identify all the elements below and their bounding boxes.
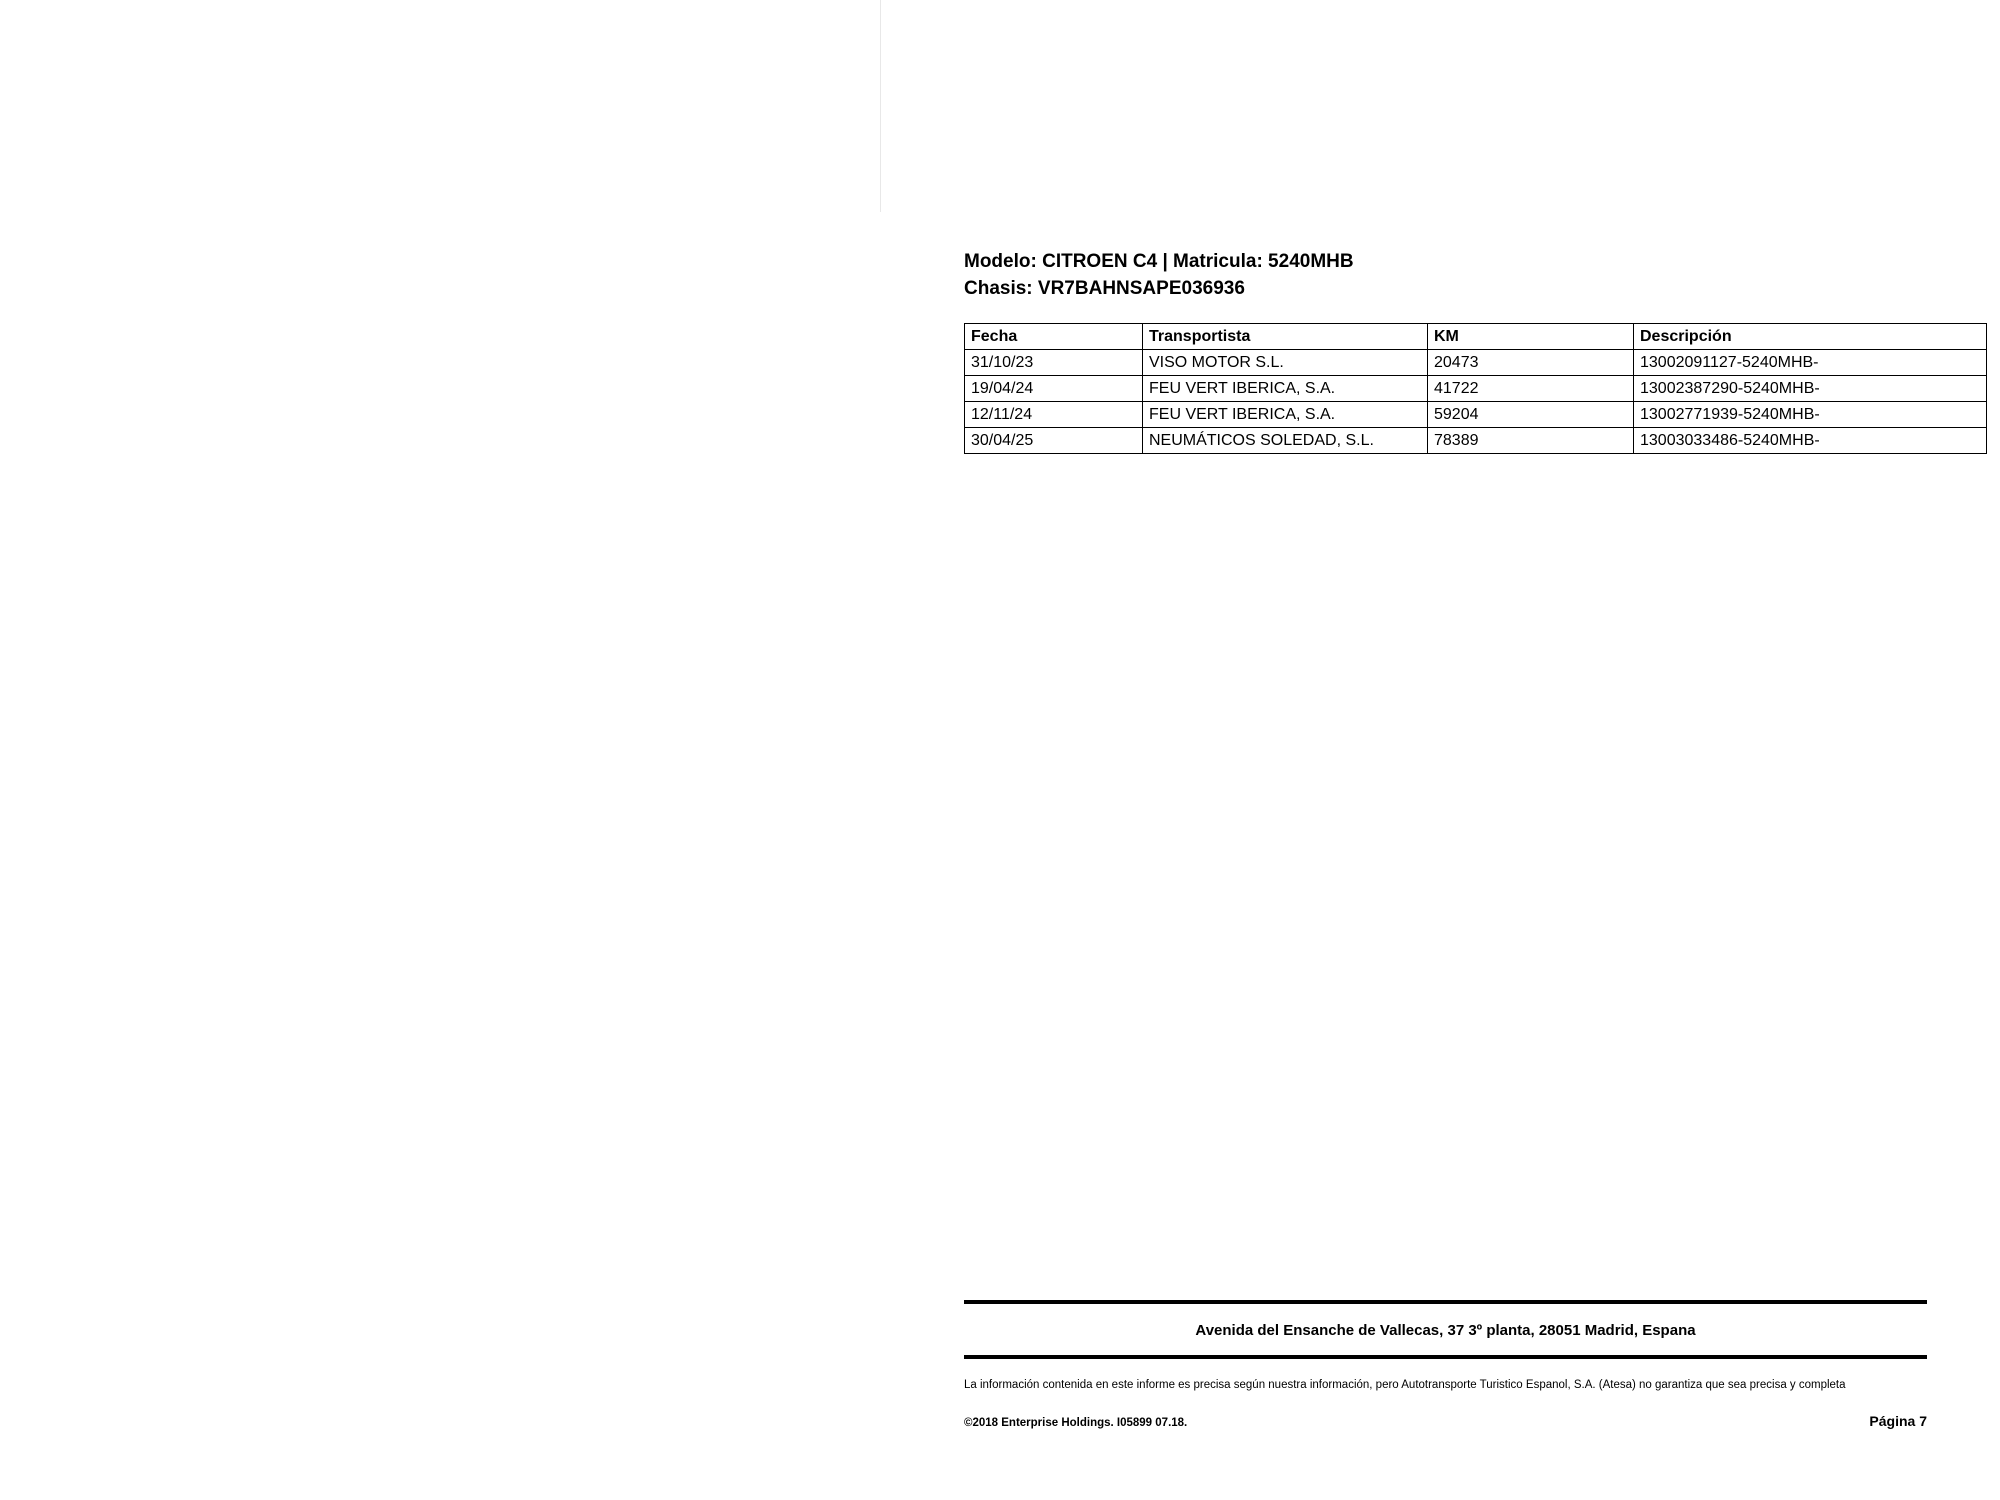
table-row [965,428,1987,454]
vehicle-chassis-heading: Chasis: VR7BAHNSAPE036936 [964,278,1245,299]
cell-descripcion: 13002771939-5240MHB- [1634,402,1987,428]
cell-fecha: 12/11/24 [965,402,1143,428]
page-footer [964,1300,1934,1429]
footer-disclaimer: La información contenida en este informe es precisa según nuestra información, pero Autotransporte Turistico Espanol, S.A. (Atesa) no garantiza que sea precisa y completa [964,1379,1846,1391]
column-header-fecha: Fecha [965,324,1143,350]
document-page [440,0,1927,1500]
table-row [965,402,1987,428]
cell-km: 41722 [1428,376,1634,402]
cell-fecha: 30/04/25 [965,428,1143,454]
cell-km: 20473 [1428,350,1634,376]
vehicle-model-heading: Modelo: CITROEN C4 | Matricula: 5240MHB [964,251,1354,272]
footer-bottom-row [964,1393,1927,1429]
cell-km: 78389 [1428,428,1634,454]
column-header-transportista: Transportista [1143,324,1428,350]
cell-transportista: FEU VERT IBERICA, S.A. [1143,376,1428,402]
cell-transportista: FEU VERT IBERICA, S.A. [1143,402,1428,428]
canvas-left-margin [0,0,440,1500]
table-row [965,376,1987,402]
page-top-margin [880,0,2000,212]
table-header-row [965,324,1987,350]
cell-km: 59204 [1428,402,1634,428]
column-header-km: KM [1428,324,1634,350]
cell-transportista: NEUMÁTICOS SOLEDAD, S.L. [1143,428,1428,454]
cell-fecha: 31/10/23 [965,350,1143,376]
cell-descripcion: 13003033486-5240MHB- [1634,428,1987,454]
footer-copyright: ©2018 Enterprise Holdings. I05899 07.18. [964,1417,1188,1429]
table-row [965,350,1987,376]
footer-address: Avenida del Ensanche de Vallecas, 37 3º planta, 28051 Madrid, Espana [1195,1322,1696,1339]
canvas-right-margin [1570,0,2000,1500]
cell-fecha: 19/04/24 [965,376,1143,402]
cell-descripcion: 13002091127-5240MHB- [1634,350,1987,376]
page-content [964,248,1944,454]
cell-transportista: VISO MOTOR S.L. [1143,350,1428,376]
footer-page-number: Página 7 [1869,1413,1927,1429]
service-history-table [964,323,1987,454]
cell-descripcion: 13002387290-5240MHB- [1634,376,1987,402]
column-header-descripcion: Descripción [1634,324,1987,350]
